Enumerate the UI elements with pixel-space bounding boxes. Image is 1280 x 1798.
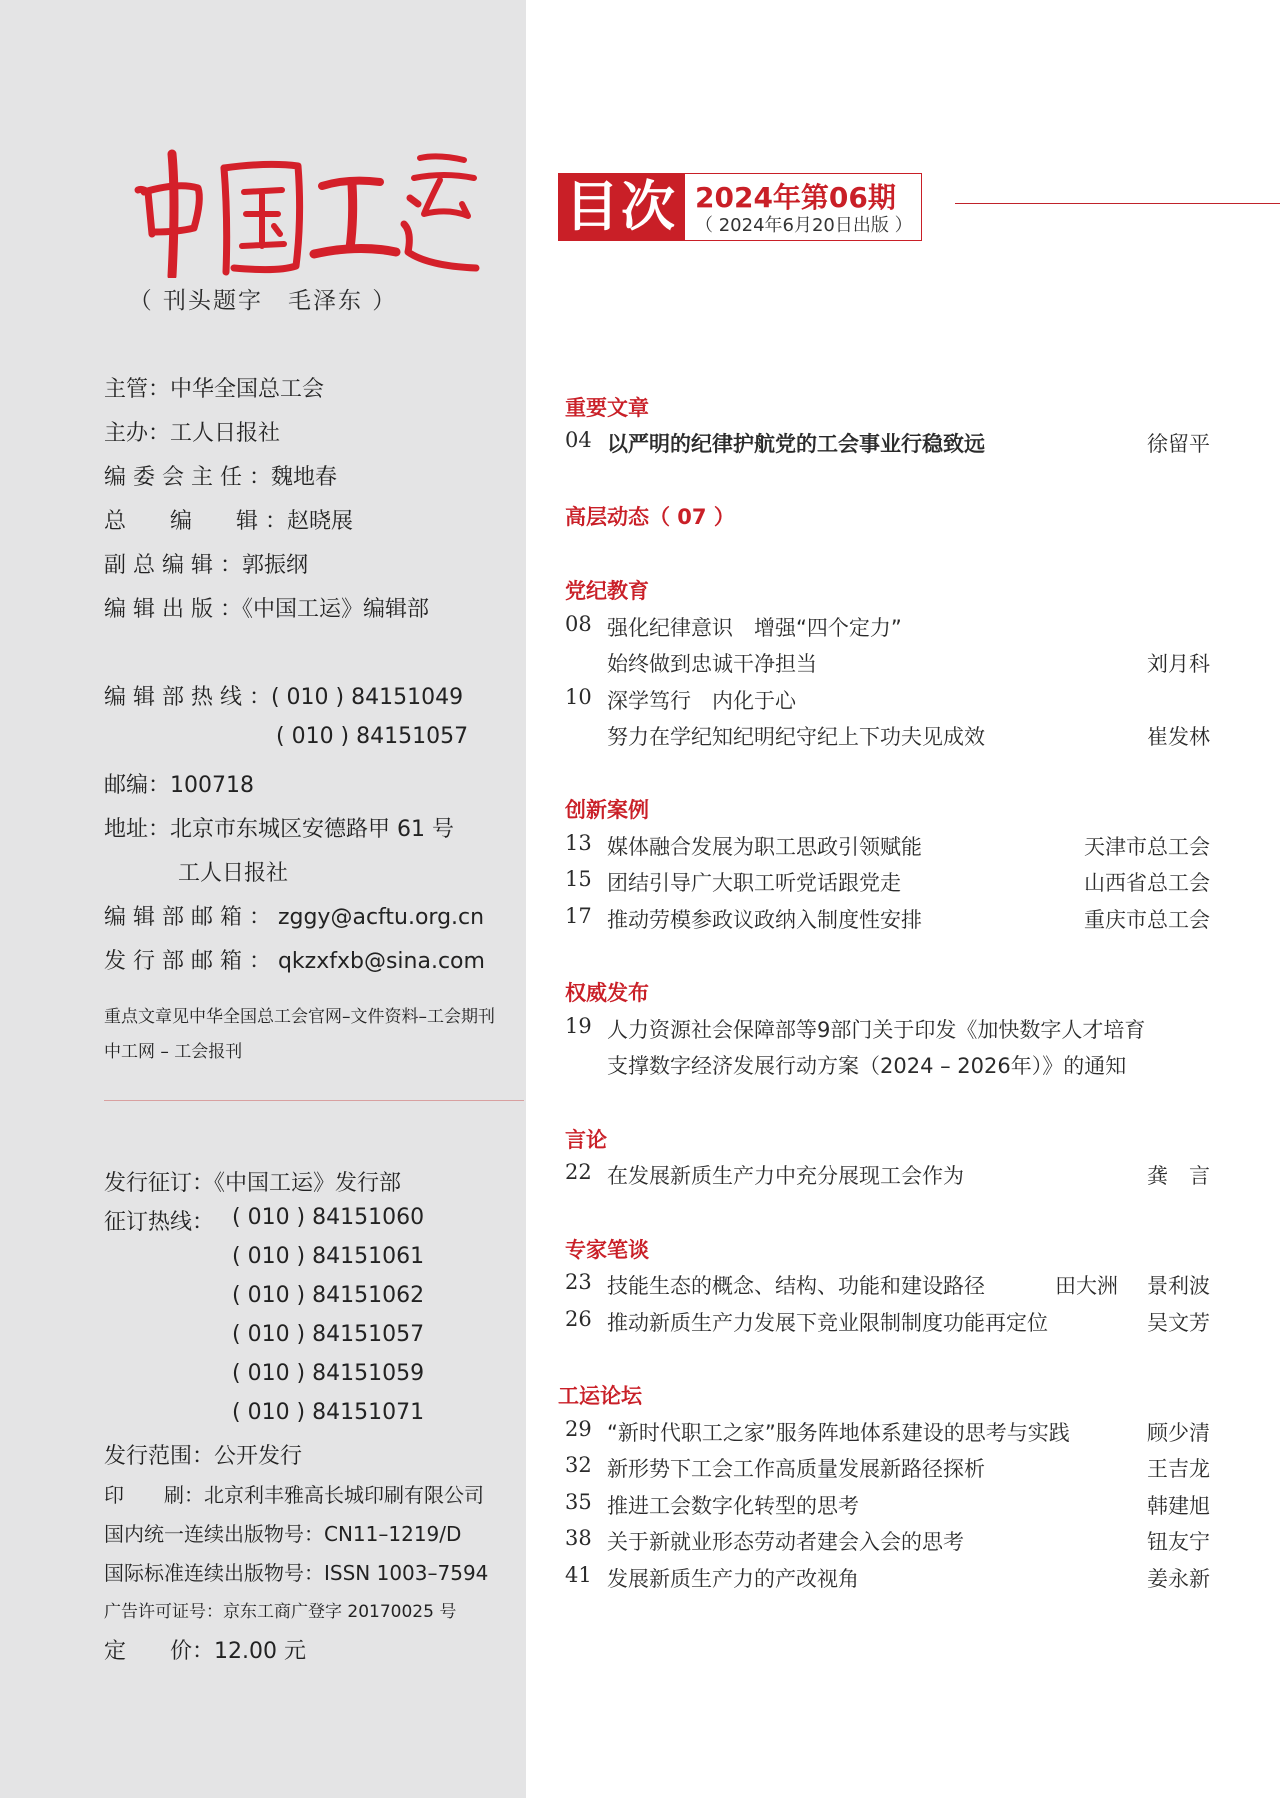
website-note-2: 中工网 – 工会报刊 [104,1042,243,1062]
toc-entry[interactable] [565,1417,1210,1451]
article-title-line-2: 支撑数字经济发展行动方案（2024 – 2026年）》的通知 [607,1054,1127,1078]
page-number: 17 [565,904,592,928]
article-title: 技能生态的概念、结构、功能和建设路径 [607,1274,985,1298]
page-number: 04 [565,428,592,452]
page-number: 10 [565,685,592,709]
info-board-director [104,460,337,491]
article-title: 强化纪律意识 增强“四个定力” [607,616,902,640]
sub-hotline-2: ( 010 ) 84151061 [232,1244,425,1269]
article-title: 深学笃行 内化于心 [607,689,796,713]
info-label: 地址： [104,817,171,842]
issn-number: 国际标准连续出版物号：ISSN 1003–7594 [104,1561,489,1585]
section-heading: 党纪教育 [565,579,649,603]
masthead-calligraphy-logo [128,148,480,278]
toc-entry[interactable] [565,612,1210,646]
hotline-number: ( 010 ) 84151049 [270,685,464,710]
postcode: 邮编：100718 [104,773,254,798]
toc-entry[interactable] [565,1307,1210,1341]
page-number: 41 [565,1563,592,1587]
article-title: 关于新就业形态劳动者建会入会的思考 [607,1530,964,1554]
article-title: 发展新质生产力的产改视角 [607,1567,859,1591]
article-author: 钮友宁 [1147,1530,1210,1554]
info-value: 《中国工运》编辑部 [241,597,429,622]
page-number: 23 [565,1270,592,1294]
page-number: 13 [565,831,592,855]
toc-entry[interactable] [565,1563,1210,1597]
article-title-line-2: 始终做到忠诚干净担当 [607,652,817,676]
info-sponsor [104,416,280,447]
ad-license: 广告许可证号：京东工商广登字 20170025 号 [104,1602,457,1622]
subscription-hotline [104,1205,214,1236]
address [104,812,454,843]
article-author: 天津市总工会 [1084,835,1210,859]
cn-number: 国内统一连续出版物号：CN11–1219/D [104,1522,462,1546]
info-label: 副 总 编 辑 ： [104,553,242,578]
toc-entry[interactable] [565,1453,1210,1487]
edit-hotline-2: ( 010 ) 84151057 [276,724,469,749]
price: 定 价：12.00 元 [104,1639,306,1664]
page-number: 22 [565,1160,592,1184]
toc-entry[interactable] [565,1014,1210,1048]
info-label: 编 辑 出 版 ： [104,597,242,622]
article-author: 吴文芳 [1147,1311,1210,1335]
info-label: 征订热线： [104,1210,215,1235]
issue-email: 发 行 部 邮 箱 ： qkzxfxb@sina.com [104,949,485,974]
article-title: “新时代职工之家”服务阵地体系建设的思考与实践 [607,1421,1070,1445]
issue-box [684,173,922,241]
article-title: 推动劳模参政议政纳入制度性安排 [607,908,922,932]
info-value: 魏地春 [270,465,337,490]
article-author: 崔发林 [1147,725,1210,749]
page-number: 08 [565,612,592,636]
edit-hotline [104,680,463,711]
sub-hotline-6: ( 010 ) 84151071 [232,1400,425,1425]
section-heading: 工运论坛 [558,1384,642,1408]
page-number: 19 [565,1014,592,1038]
info-value: 赵晓展 [287,509,354,534]
masthead-caption: （ 刊头题字 毛泽东 ） [128,288,398,314]
article-author: 韩建旭 [1147,1494,1210,1518]
section-heading: 言论 [565,1128,607,1152]
toc-entry[interactable] [565,428,1210,462]
toc-entry[interactable] [565,831,1210,865]
toc-entry-continuation[interactable] [565,648,1210,682]
info-label: 编 辑 部 热 线 ： [104,685,271,710]
article-title: 团结引导广大职工听党话跟党走 [607,871,901,895]
info-deputy-editor [104,548,308,579]
toc-entry-continuation[interactable] [565,721,1210,755]
sub-hotline-5: ( 010 ) 84151059 [232,1361,425,1386]
page-number: 15 [565,867,592,891]
article-author: 山西省总工会 [1084,871,1210,895]
section-heading: 重要文章 [565,396,649,420]
info-publisher [104,592,429,623]
toc-entry[interactable] [565,1270,1210,1304]
article-author: 刘月科 [1147,652,1210,676]
toc-entry[interactable] [565,867,1210,901]
article-author: 龚 言 [1147,1164,1210,1188]
info-label: 编 委 会 主 任 ： [104,465,271,490]
toc-entry[interactable] [565,685,1210,719]
sub-hotline-3: ( 010 ) 84151062 [232,1283,425,1308]
toc-entry[interactable] [565,1490,1210,1524]
article-author: 景利波 [1147,1274,1210,1298]
printer: 印 刷：北京利丰雅高长城印刷有限公司 [104,1483,484,1507]
article-author: 重庆市总工会 [1084,908,1210,932]
sub-hotline-1: ( 010 ) 84151060 [232,1205,425,1230]
header-rule [955,203,1280,204]
page-number: 32 [565,1453,592,1477]
info-supervisor [104,372,324,403]
toc-entry[interactable] [565,1526,1210,1560]
info-label: 总 编 辑 ： [104,509,287,534]
section-heading: 创新案例 [565,798,649,822]
info-chief-editor [104,504,353,535]
article-author: 姜永新 [1147,1567,1210,1591]
website-note: 重点文章见中华全国总工会官网–文件资料–工会期刊 [104,1007,495,1027]
article-title: 在发展新质生产力中充分展现工会作为 [607,1164,964,1188]
contents-label: 目次 [558,173,684,241]
section-heading: 权威发布 [565,981,649,1005]
article-author: 徐留平 [1147,432,1210,456]
article-title: 媒体融合发展为职工思政引领赋能 [607,835,922,859]
info-value: 工人日报社 [170,421,281,446]
distribution-scope: 发行范围：公开发行 [104,1444,303,1469]
info-label: 主管： [104,377,171,402]
article-title: 新形势下工会工作高质量发展新路径探析 [607,1457,985,1481]
info-label: 主办： [104,421,171,446]
toc-entry[interactable] [565,904,1210,938]
article-title: 以严明的纪律护航党的工会事业行稳致远 [607,432,985,456]
divider [104,1100,524,1101]
issue-date: （ 2024年6月20日出版 ） [695,215,913,236]
article-title: 人力资源社会保障部等9部门关于印发《加快数字人才培育 [607,1018,1146,1042]
info-value: 中华全国总工会 [170,377,325,402]
section-heading: 高层动态（ 07 ） [565,505,735,529]
article-title: 推动新质生产力发展下竞业限制制度功能再定位 [607,1311,1048,1335]
article-title: 推进工会数字化转型的思考 [607,1494,859,1518]
page-number: 26 [565,1307,592,1331]
issue-number: 2024年第06期 [695,181,896,214]
page-number: 35 [565,1490,592,1514]
address-line: 北京市东城区安德路甲 61 号 [170,817,454,842]
article-author: 田大洲 [1055,1274,1118,1298]
page-number: 38 [565,1526,592,1550]
section-heading: 专家笔谈 [565,1238,649,1262]
toc-entry-continuation[interactable] [565,1050,1210,1084]
address-line-2: 工人日报社 [178,861,289,886]
sub-hotline-4: ( 010 ) 84151057 [232,1322,425,1347]
article-author: 顾少清 [1147,1421,1210,1445]
page-number: 29 [565,1417,592,1441]
article-title-line-2: 努力在学纪知纪明纪守纪上下功夫见成效 [607,725,985,749]
toc-entry[interactable] [565,1160,1210,1194]
subscription: 发行征订：《中国工运》发行部 [104,1171,402,1196]
article-author: 王吉龙 [1147,1457,1210,1481]
edit-email: 编 辑 部 邮 箱 ： zggy@acftu.org.cn [104,905,485,930]
info-value: 郭振纲 [241,553,308,578]
